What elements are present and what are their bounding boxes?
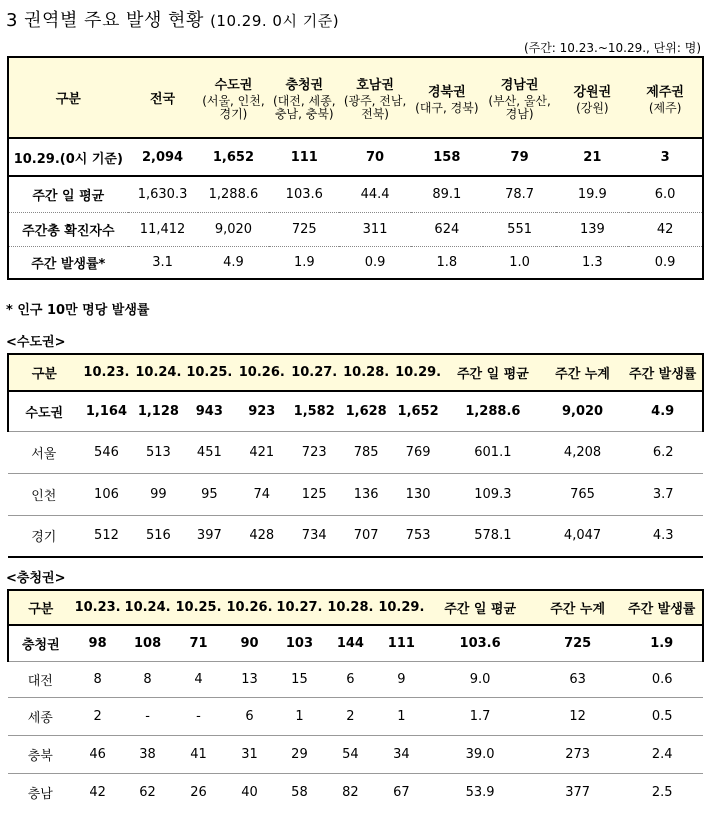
- cell: 551: [483, 212, 557, 246]
- cell: 6.2: [623, 431, 703, 473]
- cell: 6: [225, 697, 275, 735]
- cell: 11,412: [128, 212, 198, 246]
- table-row: [8, 473, 703, 515]
- cell: 512: [80, 515, 134, 557]
- cell: 1,652: [392, 391, 444, 431]
- col-header: 10.29.: [376, 590, 426, 625]
- unit-note: (주간: 10.23.~10.29., 단위: 명): [523, 41, 701, 55]
- cell: 58: [274, 773, 324, 811]
- cell: 451: [183, 431, 235, 473]
- chungcheong-header-row: [8, 590, 703, 625]
- cell: 79: [483, 138, 557, 176]
- cell: 377: [534, 773, 622, 811]
- section-label-chungcheong: <충청권>: [6, 571, 66, 586]
- cell: 수도권: [8, 391, 80, 431]
- summary-header-region: 제주권 (제주): [628, 57, 703, 138]
- row-label: 주간총 확진자수: [8, 212, 128, 246]
- table-row: [8, 773, 703, 811]
- summary-row-incidence: [8, 246, 703, 279]
- summary-header-region: 강원권 (강원): [556, 57, 628, 138]
- cell: 2: [73, 697, 123, 735]
- cell: 29: [274, 735, 324, 773]
- table-row: [8, 431, 703, 473]
- cell: 82: [324, 773, 376, 811]
- cell: 2: [324, 697, 376, 735]
- table-row: [8, 515, 703, 557]
- cell: 1: [274, 697, 324, 735]
- col-header: 주간 일 평균: [444, 354, 542, 391]
- cell: 54: [324, 735, 376, 773]
- cell: 943: [183, 391, 235, 431]
- cell: 1.0: [483, 246, 557, 279]
- cell: 42: [628, 212, 703, 246]
- cell: 111: [376, 625, 426, 661]
- footnote: * 인구 10만 명당 발생률: [6, 303, 150, 318]
- summary-header-row: [8, 57, 703, 138]
- cell: 4.9: [623, 391, 703, 431]
- col-header: 10.24.: [133, 354, 183, 391]
- cell: 세종: [8, 697, 73, 735]
- cell: 3.7: [623, 473, 703, 515]
- col-header: 10.28.: [340, 354, 392, 391]
- cell: 15: [274, 661, 324, 697]
- cell: 충남: [8, 773, 73, 811]
- cell: 1,288.6: [444, 391, 542, 431]
- cell: 31: [225, 735, 275, 773]
- cell: 273: [534, 735, 622, 773]
- cell: 421: [235, 431, 288, 473]
- cell: 753: [392, 515, 444, 557]
- cell: 311: [339, 212, 411, 246]
- cell: 769: [392, 431, 444, 473]
- cell: 67: [376, 773, 426, 811]
- cell: 78.7: [483, 176, 557, 212]
- cell: 1,652: [198, 138, 270, 176]
- cell: 4: [173, 661, 225, 697]
- summary-table: [7, 56, 704, 280]
- row-label: 주간 일 평균: [8, 176, 128, 212]
- summary-header-region: 호남권 (광주, 전남, 전북): [339, 57, 411, 138]
- col-header: 10.24.: [123, 590, 173, 625]
- col-header: 10.29.: [392, 354, 444, 391]
- summary-row-avg: [8, 176, 703, 212]
- col-header: 주간 일 평균: [426, 590, 534, 625]
- cell: 516: [133, 515, 183, 557]
- col-header: 10.26.: [225, 590, 275, 625]
- cell: 2.4: [621, 735, 703, 773]
- col-header: 10.27.: [274, 590, 324, 625]
- cell: 4.3: [623, 515, 703, 557]
- cell: 99: [133, 473, 183, 515]
- summary-header-region: 충청권 (대전, 세종, 충남, 충북): [269, 57, 339, 138]
- table-row: [8, 697, 703, 735]
- cell: 2.5: [621, 773, 703, 811]
- cell: 충청권: [8, 625, 73, 661]
- cell: 109.3: [444, 473, 542, 515]
- cell: 53.9: [426, 773, 534, 811]
- cell: 723: [288, 431, 340, 473]
- cell: 9,020: [542, 391, 624, 431]
- col-header: 주간 누계: [534, 590, 622, 625]
- chungcheong-table: [7, 589, 704, 811]
- cell: 34: [376, 735, 426, 773]
- cell: 63: [534, 661, 622, 697]
- cell: 765: [542, 473, 624, 515]
- cell: 9,020: [198, 212, 270, 246]
- cell: 대전: [8, 661, 73, 697]
- cell: 103.6: [269, 176, 339, 212]
- chungcheong-total-row: [8, 625, 703, 661]
- cell: 1.7: [426, 697, 534, 735]
- cell: 130: [392, 473, 444, 515]
- cell: 144: [324, 625, 376, 661]
- table-row: [8, 735, 703, 773]
- cell: 578.1: [444, 515, 542, 557]
- table-row: [8, 661, 703, 697]
- cell: 0.9: [339, 246, 411, 279]
- cell: 95: [183, 473, 235, 515]
- capital-total-row: [8, 391, 703, 431]
- cell: 70: [339, 138, 411, 176]
- col-header: 주간 발생률: [623, 354, 703, 391]
- cell: 19.9: [556, 176, 628, 212]
- capital-header-row: [8, 354, 703, 391]
- cell: 106: [80, 473, 134, 515]
- cell: 725: [534, 625, 622, 661]
- cell: 923: [235, 391, 288, 431]
- cell: 4,047: [542, 515, 624, 557]
- cell: 139: [556, 212, 628, 246]
- capital-table: [7, 353, 704, 558]
- cell: 1,288.6: [198, 176, 270, 212]
- cell: 1,128: [133, 391, 183, 431]
- cell: 601.1: [444, 431, 542, 473]
- col-header: 10.25.: [173, 590, 225, 625]
- cell: 136: [340, 473, 392, 515]
- summary-header-national: 전국: [128, 57, 198, 138]
- cell: 0.6: [621, 661, 703, 697]
- cell: 38: [123, 735, 173, 773]
- cell: 8: [73, 661, 123, 697]
- cell: 서울: [8, 431, 80, 473]
- cell: 125: [288, 473, 340, 515]
- cell: 26: [173, 773, 225, 811]
- cell: 경기: [8, 515, 80, 557]
- cell: 103: [274, 625, 324, 661]
- cell: 21: [556, 138, 628, 176]
- cell: 0.5: [621, 697, 703, 735]
- summary-header-region: 수도권 (서울, 인천, 경기): [198, 57, 270, 138]
- row-label: 주간 발생률*: [8, 246, 128, 279]
- cell: 13: [225, 661, 275, 697]
- summary-header-region: 경남권 (부산, 울산, 경남): [483, 57, 557, 138]
- cell: 1.8: [411, 246, 483, 279]
- cell: 41: [173, 735, 225, 773]
- cell: 725: [269, 212, 339, 246]
- cell: 9.0: [426, 661, 534, 697]
- cell: 62: [123, 773, 173, 811]
- cell: 1.9: [269, 246, 339, 279]
- col-header: 10.23.: [73, 590, 123, 625]
- cell: 39.0: [426, 735, 534, 773]
- cell: 1,582: [288, 391, 340, 431]
- col-header: 주간 발생률: [621, 590, 703, 625]
- cell: 103.6: [426, 625, 534, 661]
- cell: 2,094: [128, 138, 198, 176]
- cell: 4.9: [198, 246, 270, 279]
- page-title: [6, 6, 339, 32]
- cell: 546: [80, 431, 134, 473]
- cell: 4,208: [542, 431, 624, 473]
- cell: 74: [235, 473, 288, 515]
- cell: 인천: [8, 473, 80, 515]
- cell: 707: [340, 515, 392, 557]
- cell: -: [123, 697, 173, 735]
- cell: 71: [173, 625, 225, 661]
- col-header: 10.28.: [324, 590, 376, 625]
- cell: 397: [183, 515, 235, 557]
- cell: 1,628: [340, 391, 392, 431]
- cell: 90: [225, 625, 275, 661]
- cell: -: [173, 697, 225, 735]
- row-label: 10.29.(0시 기준): [8, 138, 128, 176]
- col-header: 구분: [8, 354, 80, 391]
- cell: 9: [376, 661, 426, 697]
- col-header: 10.26.: [235, 354, 288, 391]
- col-header: 주간 누계: [542, 354, 624, 391]
- cell: 42: [73, 773, 123, 811]
- cell: 44.4: [339, 176, 411, 212]
- cell: 1: [376, 697, 426, 735]
- cell: 충북: [8, 735, 73, 773]
- col-header: 10.23.: [80, 354, 134, 391]
- cell: 158: [411, 138, 483, 176]
- cell: 0.9: [628, 246, 703, 279]
- cell: 513: [133, 431, 183, 473]
- cell: 1.3: [556, 246, 628, 279]
- summary-header-label: 구분: [8, 57, 128, 138]
- col-header: 10.27.: [288, 354, 340, 391]
- cell: 624: [411, 212, 483, 246]
- cell: 428: [235, 515, 288, 557]
- cell: 1,164: [80, 391, 134, 431]
- summary-header-region: 경북권 (대구, 경북): [411, 57, 483, 138]
- title-basis: (10.29. 0시 기준): [210, 12, 340, 30]
- cell: 1.9: [621, 625, 703, 661]
- cell: 785: [340, 431, 392, 473]
- cell: 46: [73, 735, 123, 773]
- summary-row-today: [8, 138, 703, 176]
- cell: 98: [73, 625, 123, 661]
- title-main: 3 권역별 주요 발생 현황: [6, 10, 204, 31]
- cell: 3.1: [128, 246, 198, 279]
- cell: 6.0: [628, 176, 703, 212]
- cell: 108: [123, 625, 173, 661]
- cell: 12: [534, 697, 622, 735]
- cell: 89.1: [411, 176, 483, 212]
- cell: 734: [288, 515, 340, 557]
- cell: 111: [269, 138, 339, 176]
- section-label-capital: <수도권>: [6, 335, 66, 350]
- cell: 8: [123, 661, 173, 697]
- col-header: 구분: [8, 590, 73, 625]
- col-header: 10.25.: [183, 354, 235, 391]
- cell: 3: [628, 138, 703, 176]
- cell: 40: [225, 773, 275, 811]
- cell: 1,630.3: [128, 176, 198, 212]
- summary-row-weekly-total: [8, 212, 703, 246]
- cell: 6: [324, 661, 376, 697]
